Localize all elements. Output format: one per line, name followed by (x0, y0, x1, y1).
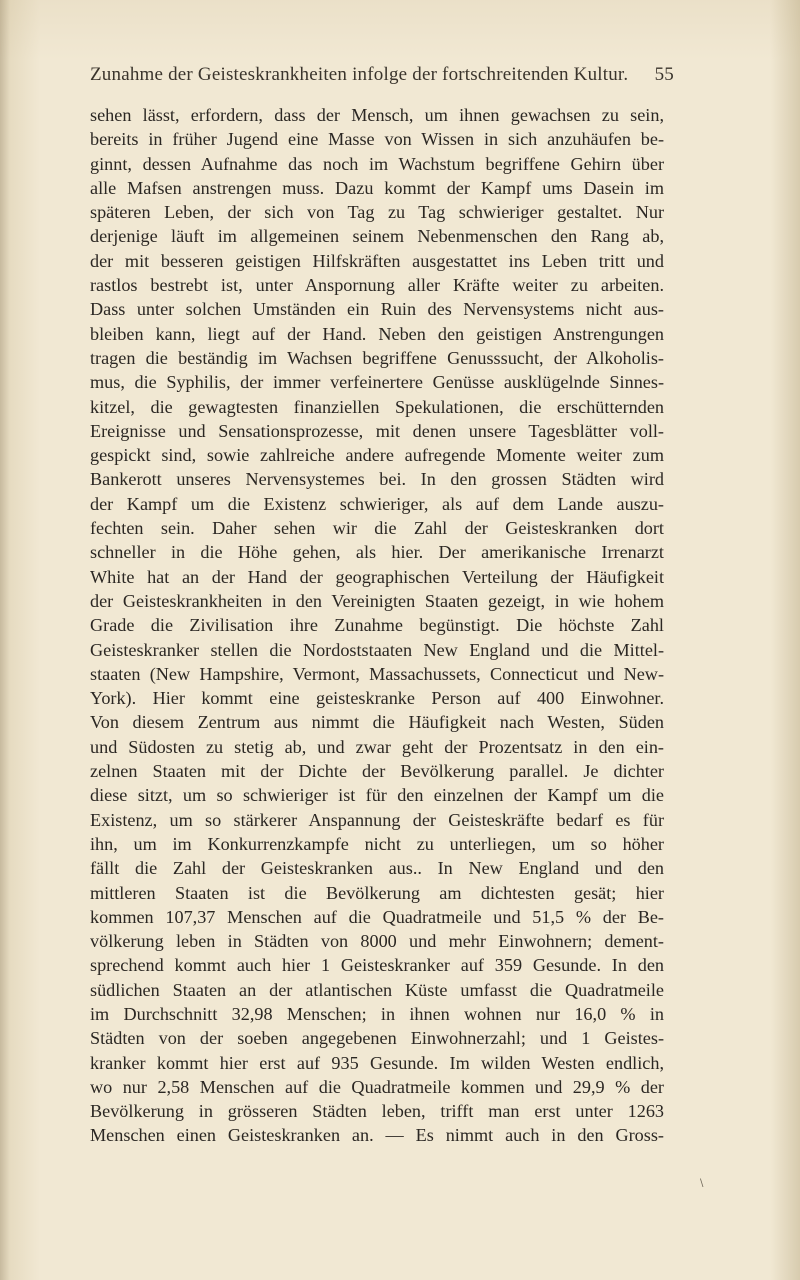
text-line: völkerung leben in Städten von 8000 und mehr Einwohnern; dement- (90, 931, 664, 952)
running-title: Zunahme der Geisteskrankheiten infolge der fortschreitenden Kultur. (90, 64, 629, 85)
text-line: kitzel, die gewagtesten finanziellen Spekulationen, die erschütternden (90, 396, 664, 417)
text-line: Grade die Zivilisation ihre Zunahme begünstigt. Die höchste Zahl (90, 615, 664, 636)
text-line: im Durchschnitt 32,98 Menschen; in ihnen wohnen nur 16,0 % in (90, 1003, 664, 1024)
text-line: der Kampf um die Existenz schwieriger, als auf dem Lande auszu- (90, 493, 664, 514)
text-line: Geisteskranker stellen die Nordoststaaten New England und die Mittel- (90, 639, 664, 660)
text-line: Menschen einen Geisteskranken an. — Es nimmt auch in den Gross- (90, 1125, 664, 1146)
text-line: Ereignisse und Sensationsprozesse, mit denen unsere Tagesblätter voll- (90, 420, 664, 441)
text-line: gespickt sind, sowie zahlreiche andere aufregende Momente weiter zum (90, 445, 664, 466)
text-line: ginnt, dessen Aufnahme das noch im Wachstum begriffene Gehirn über (90, 153, 664, 174)
text-line: der Geisteskrankheiten in den Vereinigten Staaten gezeigt, in wie hohem (90, 590, 664, 611)
text-line: Dass unter solchen Umständen ein Ruin des Nervensystems nicht aus- (90, 299, 664, 320)
text-line: kommen 107,37 Menschen auf die Quadratmeile und 51,5 % der Be- (90, 906, 664, 927)
text-line: Bankerott unseres Nervensystemes bei. In den grossen Städten wird (90, 469, 664, 490)
text-line: kranker kommt hier erst auf 935 Gesunde. Im wilden Westen endlich, (90, 1052, 664, 1073)
text-line: diese sitzt, um so schwieriger ist für den einzelnen der Kampf um die (90, 785, 664, 806)
text-line: Von diesem Zentrum aus nimmt die Häufigkeit nach Westen, Süden (90, 712, 664, 733)
text-line: fechten sein. Daher sehen wir die Zahl der Geisteskranken dort (90, 518, 664, 539)
text-line: sehen lässt, erfordern, dass der Mensch, um ihnen gewachsen zu sein, (90, 105, 664, 125)
text-line: fällt die Zahl der Geisteskranken aus.. In New England und den (90, 858, 664, 879)
text-line: Bevölkerung in grösseren Städten leben, trifft man erst unter 1263 (90, 1101, 664, 1122)
page-number: 55 (654, 64, 674, 85)
text-line: Städten von der soeben angegebenen Einwohnerzahl; und 1 Geistes- (90, 1028, 664, 1049)
text-line: alle Mafsen anstrengen muss. Dazu kommt der Kampf ums Dasein im (90, 177, 664, 198)
text-line: südlichen Staaten an der atlantischen Küste umfasst die Quadratmeile (90, 979, 664, 1000)
text-line: bleiben kann, liegt auf der Hand. Neben den geistigen Anstrengungen (90, 323, 664, 344)
text-line: bereits in früher Jugend eine Masse von Wissen in sich anzuhäufen be- (90, 129, 664, 150)
running-header (90, 64, 674, 92)
text-line: York). Hier kommt eine geisteskranke Person auf 400 Einwohner. (90, 688, 664, 709)
text-line: staaten (New Hampshire, Vermont, Massachussets, Connecticut und New- (90, 663, 664, 684)
text-line: der mit besseren geistigen Hilfskräften ausgestattet ins Leben tritt und (90, 250, 664, 271)
text-line: Existenz, um so stärkerer Anspannung der Geisteskräfte bedarf es für (90, 809, 664, 830)
stray-mark: \ (700, 1178, 704, 1189)
text-line: derjenige läuft im allgemeinen seinem Nebenmenschen den Rang ab, (90, 226, 664, 247)
text-line: schneller in die Höhe gehen, als hier. Der amerikanische Irrenarzt (90, 542, 664, 563)
text-line: sprechend kommt auch hier 1 Geisteskranker auf 359 Gesunde. In den (90, 955, 664, 976)
text-line: wo nur 2,58 Menschen auf die Quadratmeile kommen und 29,9 % der (90, 1076, 664, 1097)
text-line: ihn, um im Konkurrenzkampfe nicht zu unterliegen, um so höher (90, 833, 664, 854)
text-line: tragen die beständig im Wachsen begriffene Genusssucht, der Alkoholis- (90, 347, 664, 368)
text-line: rastlos bestrebt ist, unter Anspornung aller Kräfte weiter zu arbeiten. (90, 275, 664, 296)
text-line: und Südosten zu stetig ab, und zwar geht der Prozentsatz in den ein- (90, 736, 664, 757)
text-line: mittleren Staaten ist die Bevölkerung am dichtesten gesät; hier (90, 882, 664, 903)
text-line: mus, die Syphilis, der immer verfeinertere Genüsse ausklügelnde Sinnes- (90, 372, 664, 393)
text-line: White hat an der Hand der geographischen Verteilung der Häufigkeit (90, 566, 664, 587)
text-line: späteren Leben, der sich von Tag zu Tag schwieriger gestaltet. Nur (90, 202, 664, 223)
text-line: zelnen Staaten mit der Dichte der Bevölkerung parallel. Je dichter (90, 761, 664, 782)
body-paragraph (90, 103, 664, 1148)
